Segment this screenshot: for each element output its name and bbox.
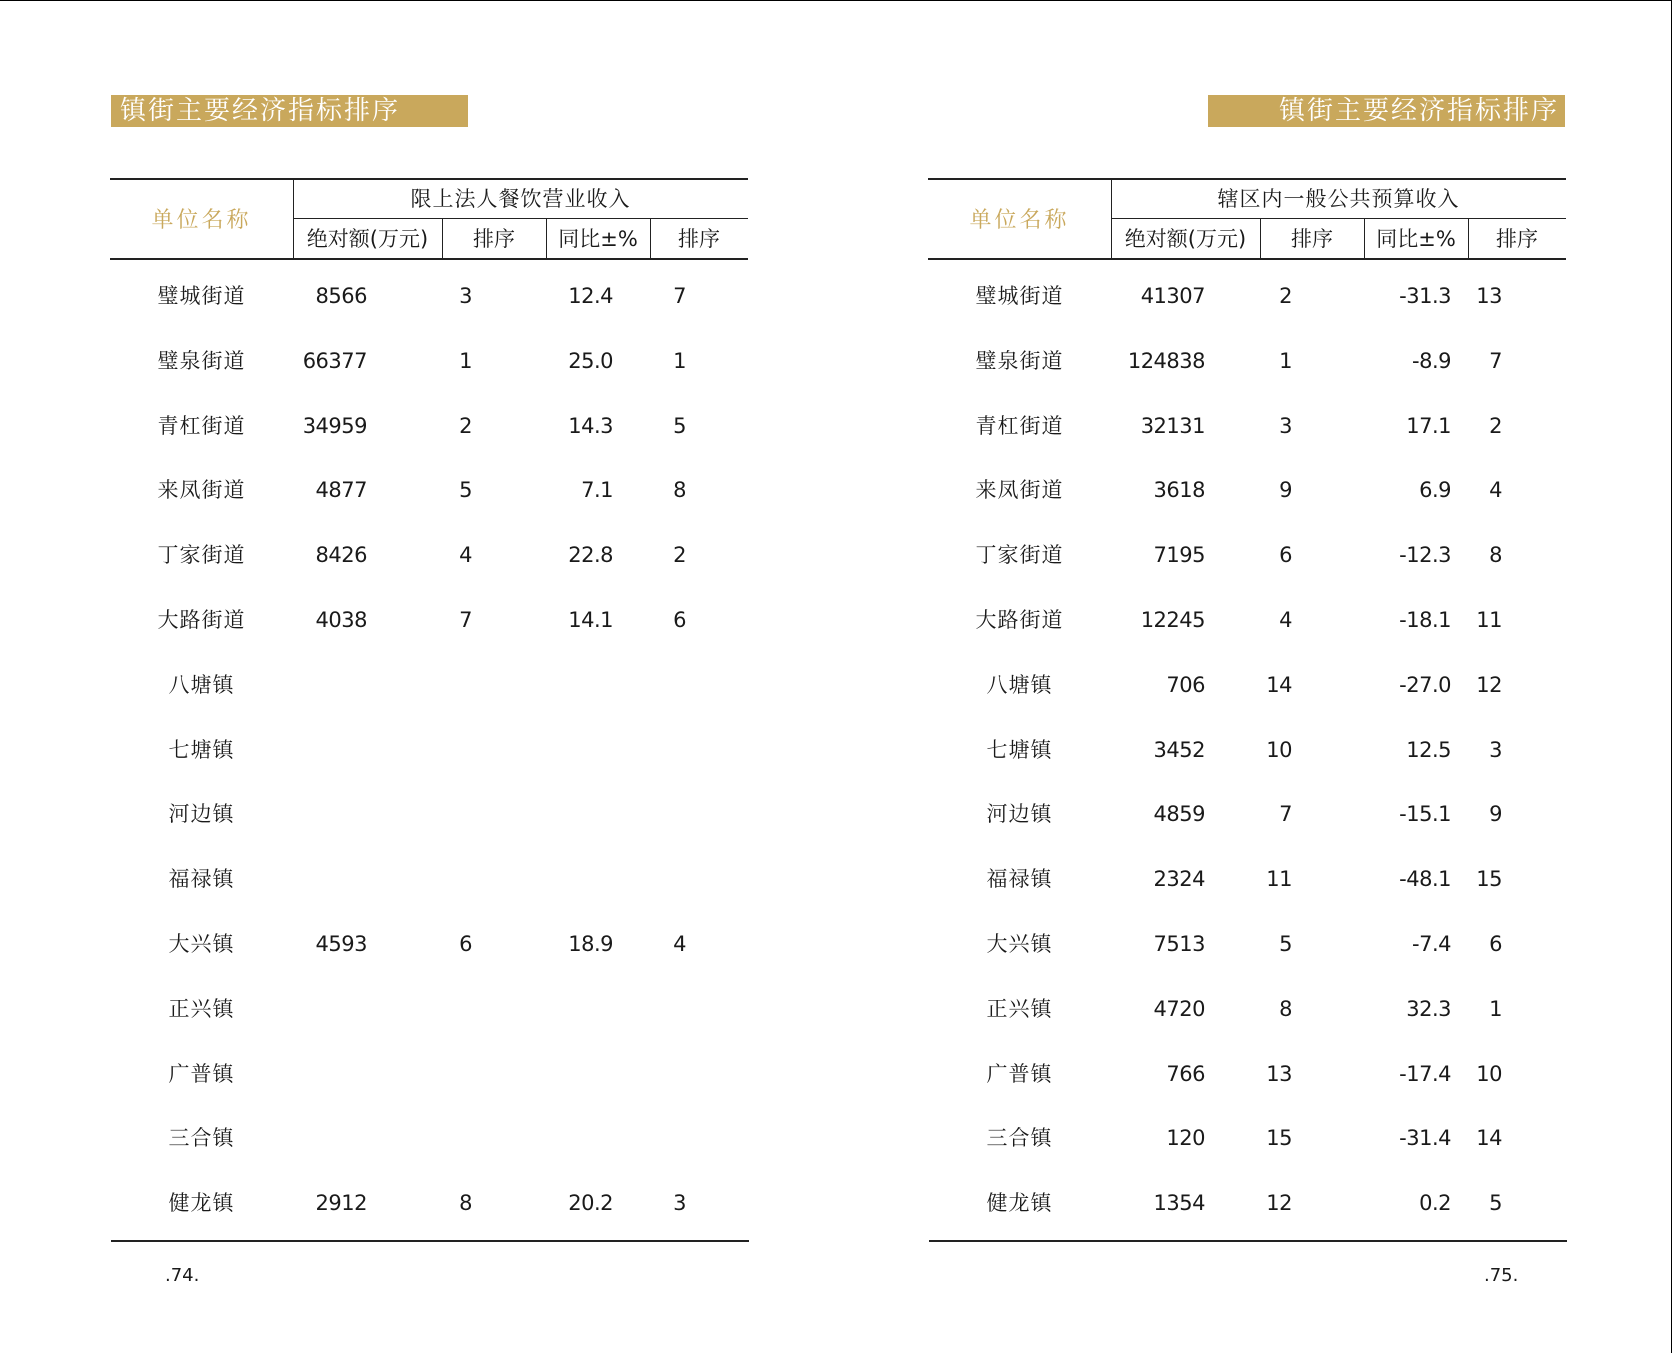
abs-amount-cell: 4720 [1153,996,1205,1021]
yoy-cell: 22.8 [568,543,613,568]
table-bottom-rule [111,1240,749,1242]
rank-yoy-cell [650,1042,686,1107]
unit-name-header: 单位名称 [151,207,252,233]
unit-name-cell: 璧城街道 [975,284,1064,308]
rank-cell: 15 [1266,1126,1292,1151]
yoy-cell: -27.0 [1399,672,1451,697]
table-row [110,264,750,329]
table-row [928,718,1568,783]
abs-amount-cell: 3452 [1153,737,1205,762]
table-row [110,1106,750,1171]
table-row [928,329,1568,394]
abs-amount-cell: 8426 [315,543,367,568]
rank-cell: 6 [1279,543,1292,568]
yoy-cell: 18.9 [568,931,613,956]
table-row [110,977,750,1042]
rank-cell [442,1042,472,1107]
abs-amount-cell: 120 [1166,1126,1205,1151]
rank-cell [442,718,472,783]
abs-amount-cell: 41307 [1140,284,1205,308]
abs-amount-cell: 766 [1166,1061,1205,1086]
table-row [110,588,750,653]
unit-name-cell: 大兴镇 [986,931,1053,956]
abs-amount-cell [293,1042,367,1107]
rank-yoy-cell [650,1106,686,1171]
abs-amount-cell: 12245 [1140,607,1205,632]
yoy-cell [546,782,613,847]
unit-name-cell: 健龙镇 [168,1191,235,1216]
yoy-cell: 20.2 [568,1191,613,1216]
rank-cell: 9 [1279,478,1292,503]
table-row [928,653,1568,718]
rank-yoy-cell: 5 [1489,1191,1502,1216]
section-banner: 镇街主要经济指标排序 [111,95,468,127]
rank-cell: 12 [1266,1191,1292,1216]
yoy-cell: 12.5 [1406,737,1451,762]
rank-header: 排序 [473,227,515,251]
rank-header: 排序 [1291,227,1333,251]
rank-yoy-cell [650,653,686,718]
rank-cell: 7 [459,607,472,632]
right-page [928,0,1568,1353]
yoy-cell [546,847,613,912]
rank-cell: 5 [1279,931,1292,956]
abs-amount-cell: 706 [1166,672,1205,697]
abs-amount-header: 绝对额(万元) [1124,227,1247,251]
table-row [928,588,1568,653]
abs-amount-cell: 4877 [315,478,367,503]
rank-yoy-header: 排序 [1496,227,1538,251]
yoy-cell: 14.3 [568,413,613,438]
unit-name-cell: 大兴镇 [168,931,235,956]
page-number: .74. [165,1265,200,1286]
yoy-cell: -48.1 [1399,867,1451,892]
unit-name-cell: 广普镇 [168,1061,235,1086]
table-row [928,523,1568,588]
table-bottom-rule [929,1240,1567,1242]
table-body [110,264,750,1236]
unit-name-cell: 大路街道 [975,607,1064,632]
unit-name-cell: 丁家街道 [157,543,246,568]
table-row [928,1171,1568,1236]
table-row [110,458,750,523]
abs-amount-cell: 7195 [1153,543,1205,568]
rank-cell: 10 [1266,737,1292,762]
rank-yoy-cell [650,782,686,847]
rank-cell: 8 [459,1191,472,1216]
unit-name-cell: 河边镇 [168,802,235,827]
rank-yoy-cell: 3 [1489,737,1502,762]
rank-cell [442,782,472,847]
rank-yoy-cell: 2 [1489,413,1502,438]
rank-yoy-cell: 10 [1476,1061,1502,1086]
table-row [928,977,1568,1042]
rank-yoy-cell: 4 [1489,478,1502,503]
abs-amount-cell: 1354 [1153,1191,1205,1216]
yoy-cell: 6.9 [1419,478,1451,503]
rank-yoy-cell: 14 [1476,1126,1502,1151]
table-row [110,718,750,783]
yoy-header: 同比±% [558,227,638,251]
left-page [110,0,750,1353]
unit-name-cell: 七塘镇 [168,737,235,762]
yoy-cell: -18.1 [1399,607,1451,632]
table-body [928,264,1568,1236]
abs-amount-cell [293,718,367,783]
yoy-cell [546,718,613,783]
page-number: .75. [1484,1265,1519,1286]
yoy-cell [546,977,613,1042]
rank-cell [442,977,472,1042]
table-row [928,394,1568,459]
unit-name-cell: 七塘镇 [986,737,1053,762]
unit-name-cell: 福禄镇 [986,867,1053,892]
abs-amount-cell: 3618 [1153,478,1205,503]
unit-name-cell: 璧泉街道 [975,348,1064,373]
abs-amount-cell [293,782,367,847]
unit-name-cell: 八塘镇 [168,672,235,697]
unit-name-cell: 青杠街道 [975,413,1064,438]
yoy-cell [546,1106,613,1171]
unit-name-cell: 青杠街道 [157,413,246,438]
rank-yoy-cell: 13 [1476,284,1502,308]
rank-cell: 3 [459,284,472,308]
rank-cell: 13 [1266,1061,1292,1086]
abs-amount-cell: 4593 [315,931,367,956]
unit-name-cell: 大路街道 [157,607,246,632]
rank-yoy-cell: 1 [673,348,686,373]
abs-amount-cell: 7513 [1153,931,1205,956]
abs-amount-cell: 4859 [1153,802,1205,827]
rank-yoy-cell: 8 [1489,543,1502,568]
yoy-cell: 25.0 [568,348,613,373]
table-row [110,1171,750,1236]
table-row [110,329,750,394]
table-row [928,458,1568,523]
rank-yoy-cell: 7 [673,284,686,308]
table-row [110,912,750,977]
abs-amount-cell: 4038 [315,607,367,632]
rank-yoy-cell: 4 [673,931,686,956]
unit-name-cell: 福禄镇 [168,867,235,892]
rank-yoy-cell: 9 [1489,802,1502,827]
rank-cell [442,847,472,912]
abs-amount-cell: 8566 [315,284,367,308]
unit-name-cell: 正兴镇 [986,996,1053,1021]
rank-cell: 8 [1279,996,1292,1021]
rank-cell: 6 [459,931,472,956]
rank-cell: 4 [1279,607,1292,632]
unit-name-cell: 广普镇 [986,1061,1053,1086]
yoy-cell: -8.9 [1412,348,1451,373]
table-row [928,847,1568,912]
abs-amount-cell: 66377 [302,348,367,373]
yoy-cell: 17.1 [1406,413,1451,438]
rank-yoy-header: 排序 [678,227,720,251]
unit-name-cell: 璧城街道 [157,284,246,308]
yoy-cell: -31.3 [1399,284,1451,308]
header-bottom-rule [110,258,748,260]
unit-name-cell: 三合镇 [986,1126,1053,1151]
unit-name-cell: 丁家街道 [975,543,1064,568]
rank-yoy-cell [650,977,686,1042]
yoy-cell: -7.4 [1412,931,1451,956]
rank-yoy-cell: 7 [1489,348,1502,373]
rank-yoy-cell: 15 [1476,867,1502,892]
yoy-cell: 32.3 [1406,996,1451,1021]
abs-amount-header: 绝对额(万元) [306,227,429,251]
rank-cell [442,1106,472,1171]
abs-amount-cell: 2912 [315,1191,367,1216]
yoy-cell: -31.4 [1399,1126,1451,1151]
rank-cell: 4 [459,543,472,568]
rank-yoy-cell: 6 [1489,931,1502,956]
unit-name-cell: 来凤街道 [157,478,246,503]
rank-cell: 7 [1279,802,1292,827]
rank-yoy-cell: 12 [1476,672,1502,697]
indicator-group-header: 辖区内一般公共预算收入 [1217,187,1460,211]
unit-name-cell: 璧泉街道 [157,348,246,373]
table-row [928,912,1568,977]
table-row [928,264,1568,329]
yoy-cell: -17.4 [1399,1061,1451,1086]
indicator-group-header: 限上法人餐饮营业收入 [410,187,631,211]
abs-amount-cell [293,1106,367,1171]
abs-amount-cell: 32131 [1140,413,1205,438]
yoy-cell: 12.4 [568,284,613,308]
abs-amount-cell [293,977,367,1042]
abs-amount-cell: 124838 [1127,348,1205,373]
table-row [110,1042,750,1107]
table-row [110,653,750,718]
table-row [928,1042,1568,1107]
rank-cell: 2 [1279,284,1292,308]
unit-name-cell: 三合镇 [168,1126,235,1151]
section-banner: 镇街主要经济指标排序 [1208,95,1565,127]
table-row [928,782,1568,847]
rank-yoy-cell: 3 [673,1191,686,1216]
rank-yoy-cell [650,718,686,783]
table-row [110,847,750,912]
yoy-header: 同比±% [1376,227,1456,251]
unit-name-cell: 来凤街道 [975,478,1064,503]
rank-yoy-cell: 2 [673,543,686,568]
rank-yoy-cell [650,847,686,912]
header-bottom-rule [928,258,1566,260]
abs-amount-cell [293,847,367,912]
yoy-cell: -15.1 [1399,802,1451,827]
rank-yoy-cell: 6 [673,607,686,632]
rank-cell: 11 [1266,867,1292,892]
table-row [928,1106,1568,1171]
abs-amount-cell: 34959 [302,413,367,438]
rank-yoy-cell: 5 [673,413,686,438]
rank-cell [442,653,472,718]
unit-name-cell: 八塘镇 [986,672,1053,697]
rank-cell: 2 [459,413,472,438]
unit-name-cell: 正兴镇 [168,996,235,1021]
yoy-cell [546,1042,613,1107]
table-row [110,523,750,588]
table-row [110,782,750,847]
rank-yoy-cell: 11 [1476,607,1502,632]
yoy-cell: 14.1 [568,607,613,632]
table-row [110,394,750,459]
abs-amount-cell [293,653,367,718]
yoy-cell [546,653,613,718]
rank-yoy-cell: 8 [673,478,686,503]
unit-name-header: 单位名称 [969,207,1070,233]
rank-cell: 14 [1266,672,1292,697]
yoy-cell: 0.2 [1419,1191,1451,1216]
yoy-cell: 7.1 [581,478,613,503]
rank-yoy-cell: 1 [1489,996,1502,1021]
abs-amount-cell: 2324 [1153,867,1205,892]
unit-name-cell: 河边镇 [986,802,1053,827]
rank-cell: 1 [459,348,472,373]
unit-name-cell: 健龙镇 [986,1191,1053,1216]
yoy-cell: -12.3 [1399,543,1451,568]
rank-cell: 3 [1279,413,1292,438]
rank-cell: 5 [459,478,472,503]
rank-cell: 1 [1279,348,1292,373]
